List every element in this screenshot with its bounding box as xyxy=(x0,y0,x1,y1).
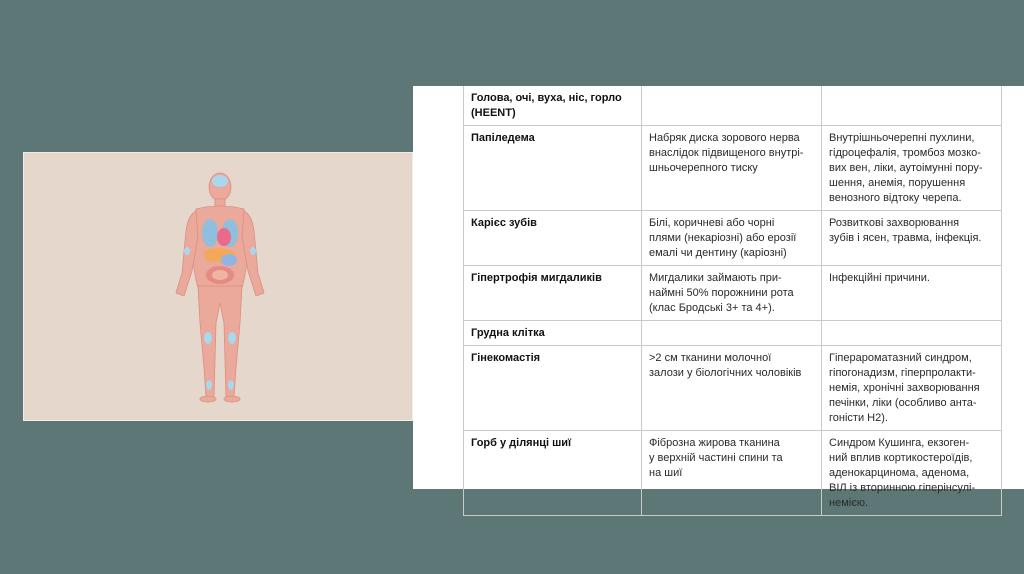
table-row xyxy=(464,321,1002,346)
symptoms-table xyxy=(463,86,1002,516)
symptom-description xyxy=(642,86,822,126)
symptom-name: Гіпертрофія мигдаликів xyxy=(464,266,642,321)
table-row xyxy=(464,126,1002,211)
symptom-causes xyxy=(822,321,1002,346)
anatomy-image-panel xyxy=(23,152,413,421)
symptom-name: Карієс зубів xyxy=(464,211,642,266)
table-row xyxy=(464,86,1002,126)
symptom-name: Папіледема xyxy=(464,126,642,211)
symptom-causes: Гіперароматазний синдром, гіпогонадизм, гіперпролакти- немія, хронічні захворювання печінки, ліки (особливо анта- гоністи H2). xyxy=(822,346,1002,431)
symptom-description: Фіброзна жирова тканина у верхній частині спини та на шиї xyxy=(642,431,822,516)
symptom-causes: Інфекційні причини. xyxy=(822,266,1002,321)
symptom-description: Мигдалики займають при- наймні 50% порожнини рота (клас Бродські 3+ та 4+). xyxy=(642,266,822,321)
symptom-causes: Внутрішньочерепні пухлини, гідроцефалія, тромбоз мозко- вих вен, ліки, аутоімунні пору- шення, анемія, порушення венозного відтоку черепа. xyxy=(822,126,1002,211)
symptom-causes: Синдром Кушинга, екзоген- ний вплив кортикостероїдів, аденокарцинома, аденома, ВІЛ із вторинною гіперінсулі- немією. xyxy=(822,431,1002,516)
symptom-name: Голова, очі, вуха, ніс, горло (HEENT) xyxy=(464,86,642,126)
symptom-description: Набряк диска зорового нерва внаслідок підвищеного внутрі- шньочерепного тиску xyxy=(642,126,822,211)
symptom-name: Грудна клітка xyxy=(464,321,642,346)
human-anatomy-figure-icon xyxy=(24,153,414,422)
table-row xyxy=(464,211,1002,266)
symptom-causes: Розвиткові захворювання зубів і ясен, травма, інфекція. xyxy=(822,211,1002,266)
symptom-description: Білі, коричневі або чорні плями (некаріозні) або ерозії емалі чи дентину (каріозні) xyxy=(642,211,822,266)
symptom-name: Горб у ділянці шиї xyxy=(464,431,642,516)
symptom-description: >2 см тканини молочної залози у біологічних чоловіків xyxy=(642,346,822,431)
table-row xyxy=(464,431,1002,516)
symptom-description xyxy=(642,321,822,346)
document-panel xyxy=(413,86,1024,509)
table-row xyxy=(464,266,1002,321)
table-row xyxy=(464,346,1002,431)
symptom-causes xyxy=(822,86,1002,126)
symptom-name: Гінекомастія xyxy=(464,346,642,431)
